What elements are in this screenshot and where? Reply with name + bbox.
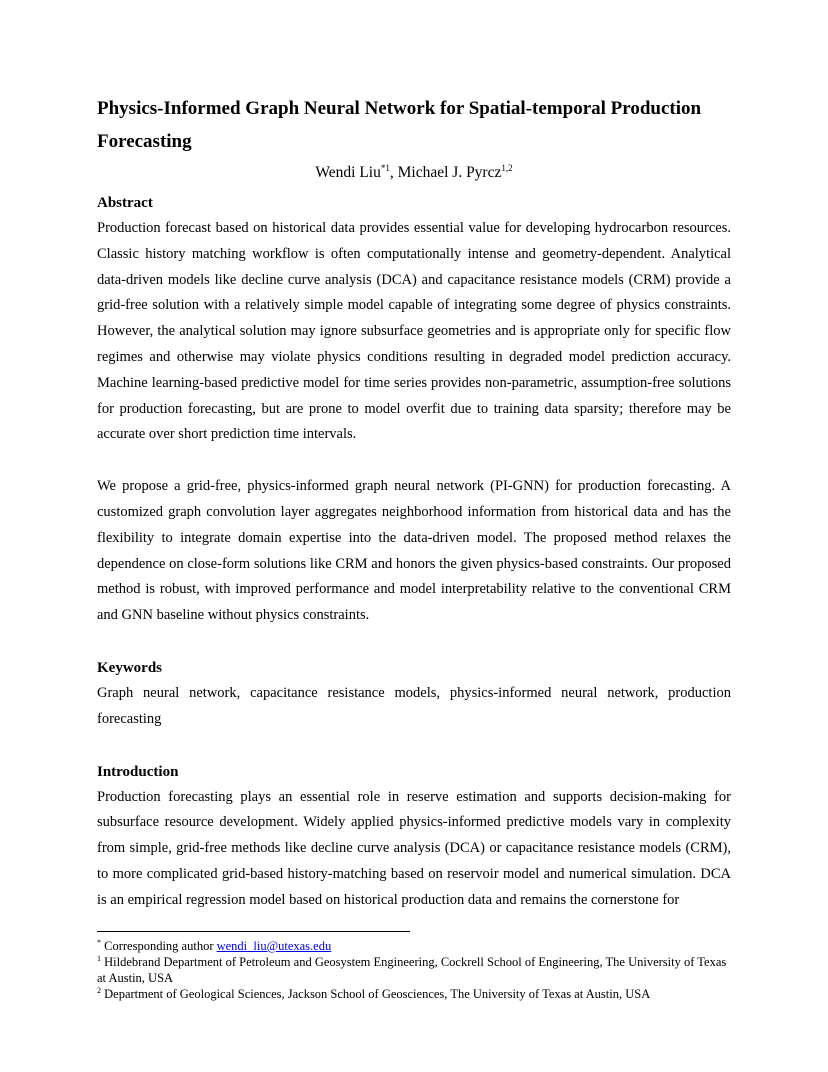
footnote-marker: 1 [97, 953, 101, 963]
paper-page [97, 92, 731, 914]
footnote-text: Hildebrand Department of Petroleum and Geosystem Engineering, Cockrell School of Engineering, The University of Texas at Austin, USA [97, 955, 727, 985]
paper-title: Physics-Informed Graph Neural Network for Spatial-temporal Production Forecasting [97, 98, 702, 152]
section-gap [97, 629, 731, 655]
footnote-marker: * [97, 937, 101, 947]
abstract-paragraph: Production forecast based on historical data provides essential value for developing hydrocarbon resources. Classic history matching workflow is often computationally intense and geometry-dependent. Analytical data-driven models like decline curve analysis (DCA) and capacitance resistance models (CRM) provide a grid-free solution with a relatively simple model capable of integrating some degree of physics constraints. However, the analytical solution may ignore subsurface geometries and is appropriate only for specific flow regimes and otherwise may violate physics conditions resulting in degraded model prediction accuracy. Machine learning-based predictive model for time series provides non-parametric, assumption-free solutions for production forecasting, but are prone to model overfit due to training data sparsity; therefore may be accurate over short prediction time intervals. [97, 220, 731, 443]
author-affiliation-marker: *1 [380, 162, 390, 173]
section-gap [97, 733, 731, 759]
author-name: Wendi Liu [315, 164, 381, 181]
footnote-corresponding-author [97, 938, 731, 954]
author-line [97, 162, 731, 184]
footnote-marker: 2 [97, 985, 101, 995]
footnote-affiliation-2 [97, 986, 731, 1002]
introduction-paragraph: Production forecasting plays an essential role in reserve estimation and supports decision-making for subsurface resource development. Widely applied physics-informed predictive models vary in complexity from simple, grid-free methods like decline curve analysis (DCA) or capacitance resistance models (CRM), to more complicated grid-based history-matching based on reservoir model and numerical simulation. DCA is an empirical regression model based on historical production data and remains the cornerstone for [97, 788, 731, 908]
author-name: Michael J. Pyrcz [397, 164, 502, 181]
author-affiliation-marker: 1,2 [501, 162, 513, 173]
paragraph-gap [97, 448, 731, 474]
footnote-text: Corresponding author [104, 939, 217, 953]
introduction-heading: Introduction [97, 763, 179, 780]
abstract-heading: Abstract [97, 195, 153, 211]
footnote-divider [97, 931, 410, 932]
author-separator: , [389, 164, 398, 181]
footnote-text: Department of Geological Sciences, Jackson School of Geosciences, The University of Texas at Austin, USA [104, 987, 651, 1001]
footnote-affiliation-1 [97, 954, 731, 986]
keywords-text: Graph neural network, capacitance resistance models, physics-informed neural network, production forecasting [97, 684, 731, 727]
keywords-heading: Keywords [97, 659, 162, 676]
abstract-paragraph: We propose a grid-free, physics-informed graph neural network (PI-GNN) for production forecasting. A customized graph convolution layer aggregates neighborhood information from historical data and has the flexibility to integrate domain expertise into the data-driven model. The proposed method relaxes the dependence on close-form solutions like CRM and honors the given physics-based constraints. Our proposed method is robust, with improved performance and model interpretability relative to the conventional CRM and GNN baseline without physics constraints. [97, 478, 731, 624]
footnotes [97, 931, 731, 1002]
email-link[interactable]: wendi_liu@utexas.edu [216, 939, 332, 953]
